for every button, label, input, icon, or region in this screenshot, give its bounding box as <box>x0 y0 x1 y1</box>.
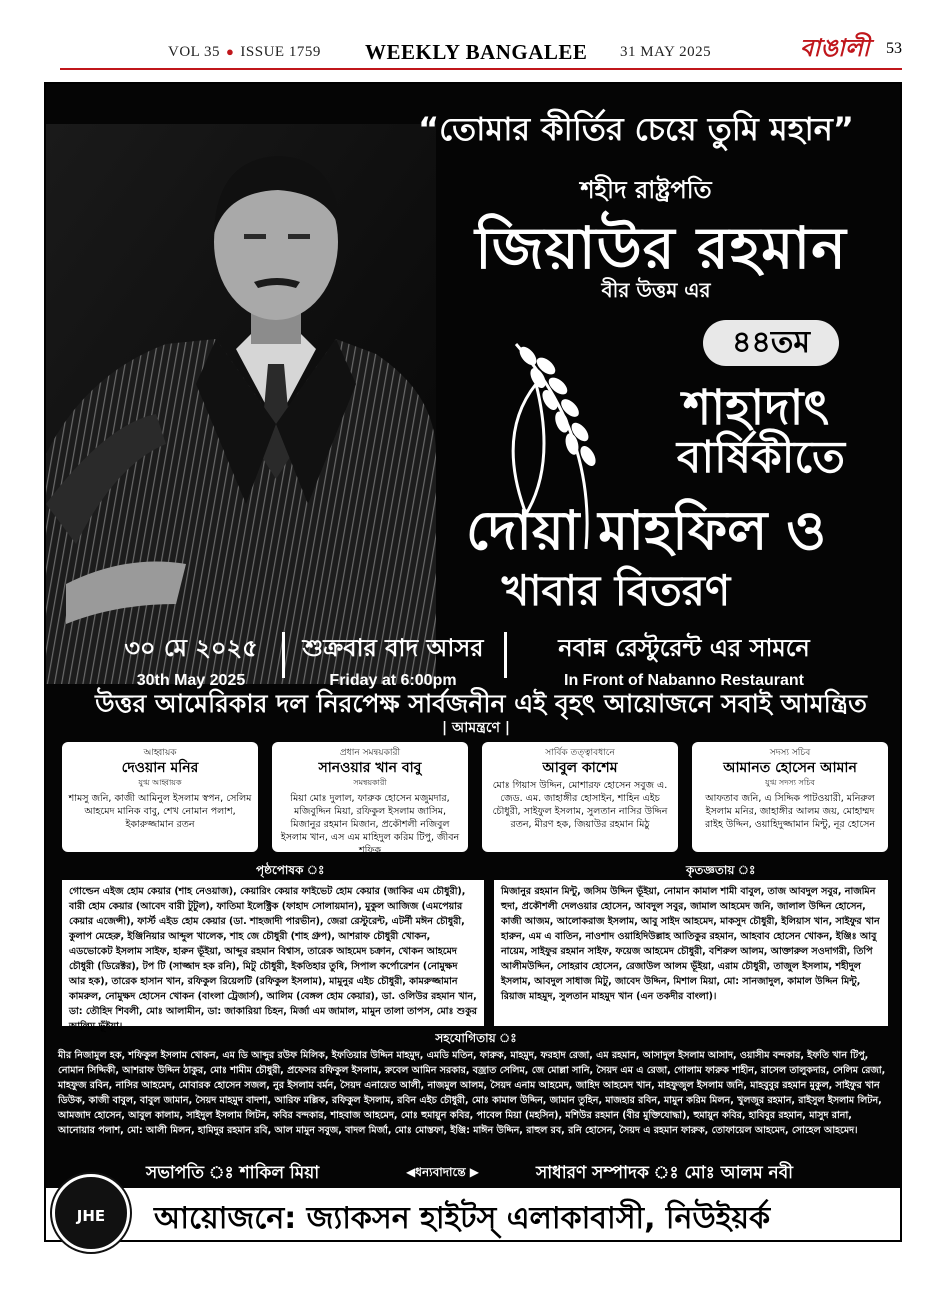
thanks-list: মিজানুর রহমান মিন্টু, জসিম উদ্দিন ভূঁইয়া, নোমান কামাল শামী বাবুল, তাজ আবদুল সবুর, নাজমিন হুদা, প্রকৌশলী দেলওয়ার হোসেন, আবদুল সবুর, জামাল আহমেদ জনি, জালাল উদ্দিন হোসেন, কাজী আজম, আলোকরাজ ইসলাম, আবু সাইদ আহমেদ, মাকসুদ চৌধুরী, ইলিয়াস খান, সাইফুর খান হারুন, এম এ বাতিন, নাওশাদ ওয়াহিদিউল্লাহ আতিকুর রহমান, আহবাব হোসেন খোকন, ইঞ্জিঃ আবু নায়েম, সাইফুর রহমান সাইফ, ফয়েজ আহমেদ চৌধুরী, বশিরুল আলম, আক্তারুল সওদাগরী, তিপি আলীমউদ্দিন, সোহরাব হোসেন, রেজাউল আলম ভূঁইয়া, এরাম চৌধুরী, তাজুল ইসলাম, শহীদুল ইসলাম, আবদুল সাধাজ মিটু, জাবেদ উদ্দিন, মিশাল মিয়া, মো: সানজাদুল, কামাল উদ্দিন মিন্টু, রিয়াজ মাহমুদ, সুলতান মাহমুদ খান (এন তকদীর বাংলা)। <box>494 880 888 1026</box>
event-venue <box>514 630 854 690</box>
card-members: আফতাব জনি, এ সিদ্দিক পাটওয়ারী, মনিরুল ইসলাম মনির, জাহাঙ্গীর আলম জয়, মোহাম্মদ রাইহ উদ্দিন, ওয়াহিদুজ্জামান মিন্টু, নূর হোসেন <box>704 793 876 830</box>
event-venue-bn: নবান্ন রেস্টুরেন্ট এর সামনে <box>558 634 810 662</box>
barshiki-heading: বার্ষিকীতে <box>676 432 846 483</box>
card-name: আবুল কাশেম <box>542 760 618 776</box>
card-subrole: যুগ্ম আহ্বায়ক <box>138 778 182 787</box>
advertisement-poster <box>44 82 902 1242</box>
sponsor-list: গোল্ডেন এইজ হোম কেয়ার (শাহ নেওয়াজ), কেয়ারিং কেয়ার ফাইভেট হোম কেয়ার (জাকির এম চৌধুরী), বারী হোম কেয়ার (আবেদ বারী টুটুল), ফাতিমা ইলেক্ট্রিক (ফাহাদ সোলায়মান), মুকুল আজিজ (এমপেয়ার কেয়ার এজেন্সী), ফার্স্ট এইড হোম কেয়ার (ডা. শাহজাদী পারভীন), জেরা রেস্টুরেন্ট, এটর্নী মঈন চৌধুরী, কুলাপ মেহেরু, ইঞ্জিনিয়ার আব্দুল খালেক, শাহ জে চৌধুরী (শাহ গ্রুপ), আশরাফ চৌধুরী খোকন, এডভোকেট ইসলাম সাইফ, হারুন ভূঁইয়া, আব্দুর রহমান বিশ্বাস, তারেক আহমেদ চক্রান, খোকন আহমেদ চৌধুরী (ডিরেক্টর), টপ টি (সাজ্জাদ হক রনি), মিটু চৌধুরী, ইকতিহার তুষি, সিপাল কর্পোরেশন (নোমুক্ষদ আর হক), তারেক হাসান খান, রফিকুল রিয়েলটি (রফিকুল ইসলাম), মামুনুর এইচ চৌধুরী, কামরুজ্জামান কামরুল, নোমুক্ষদ হোসেন খোকন (বাংলা ট্রেজার্স), আলিম (বেঙ্গল হোম কেয়ার), ডা. ওলিউর রহমান খান, ডা: তৌহিদ শিবলী, মোঃ আলামীন, ডা: জাকারিয়া চিহন, মির্জা এম জামাল, মামুন তালা তাপস, মোঃ শুকুর আলিম ভূঁইয়া। <box>62 880 484 1026</box>
anniversary-badge: ৪৪তম <box>703 320 839 366</box>
shahadat-heading: শাহাদাৎ <box>682 380 830 436</box>
seal-text: JHE <box>76 1207 106 1225</box>
event-venue-en: In Front of Nabanno Restaurant <box>564 672 804 689</box>
quote-headline: “তোমার কীর্তির চেয়ে তুমি মহান” <box>418 110 854 148</box>
card-role: আহ্বায়ক <box>143 748 177 758</box>
president-label: সভাপতি ঃ শাকিল মিয়া <box>146 1163 320 1183</box>
event-time-bn: শুক্রবার বাদ আসর <box>302 634 484 662</box>
organization-seal <box>52 1174 130 1252</box>
event-subtitle: খাবার বিতরণ <box>501 566 731 615</box>
honoree-name: জিয়াউর রহমান <box>475 214 847 282</box>
info-divider <box>504 632 507 678</box>
secretary-label: সাধারণ সম্পাদক ঃ মোঃ আলম নবী <box>536 1163 794 1183</box>
cooperation-heading: সহযোগিতায় ঃ <box>435 1031 517 1045</box>
organizer-card <box>62 742 258 852</box>
invitation-label: | আমন্ত্রণে | <box>442 720 510 736</box>
card-role: প্রধান সমন্বয়কারী <box>339 748 401 758</box>
card-members: মিয়া মোঃ দুলাল, ফারুক হোসেন মজুমদার, মজিবুদ্দিন মিয়া, রফিকুল ইসলাম জাসিম, মিজানুর রহমান মিজান, প্রকৌশলী নজিবুল ইসলাম খান, এস এম মাহিদুল করিম টিপু, জীবন শফিক <box>280 793 460 856</box>
card-subrole: যুগ্ম সদস্য সচিব <box>765 778 815 787</box>
page-number: 53 <box>886 40 902 57</box>
card-name: আমানত হোসেন আমান <box>723 760 857 776</box>
card-role: সদস্য সচিব <box>769 748 811 758</box>
invitation-line: উত্তর আমেরিকার দল নিরপেক্ষ সার্বজনীন এই বৃহৎ আয়োজনে সবাই আমন্ত্রিত <box>95 689 867 718</box>
masthead-rule <box>60 68 902 70</box>
newspaper-logo: বাঙালী <box>800 34 870 62</box>
event-time-en: Friday at 6:00pm <box>329 672 457 689</box>
organizer-cards <box>62 742 888 856</box>
organizer-card <box>272 742 468 856</box>
title-subheading: শহীদ রাষ্ট্রপতি <box>580 176 712 204</box>
sponsor-heading: পৃষ্ঠপোষক ঃ <box>256 863 325 877</box>
organizer-card <box>482 742 678 852</box>
event-date <box>106 630 276 690</box>
organizer-band <box>46 1188 900 1240</box>
card-name: সানওয়ার খান বাবু <box>318 760 422 776</box>
event-date-bn: ৩০ মে ২০২৫ <box>124 634 258 662</box>
organizer-card <box>692 742 888 852</box>
cooperation-list: মীর নিজামুল হক, শফিকুল ইসলাম খোকন, এম ডি আব্দুর রউফ মিলিক, ইফতিয়ার উদ্দিন মাহমুদ, এমডি মতিন, ফারুক, মাহমুদ, ফরহাদ রেজা, এম রহমান, আসাদুল ইসলাম আসাদ, ওয়াসীম বন্দকার, ইফতি খান টিপু, নোমান সিদ্দিকী, আশরাফ উদ্দিন ঠাকুর, মোঃ শামীম চৌধুরী, প্রফেসর রফিকুল ইসলাম, রুবেল আমিন সরকার, বজ্রাত সেলিম, জে মোল্লা সানি, সৈয়দ এম এ রেজা, গোলাম ফারুক শাহীন, রাসেল তালুকদার, সেলিম রেজা, মাহফুজ রবিন, নাসির আহমেদ, মোবারক হোসেন সজল, নুর ইসলাম বর্মন, সৈয়দ এনায়েত আলী, নাজমুল আলম, সৈয়দ এনাম আহমেদ, জাহিদ আহমেদ খান, মাহফুজুল ইসলাম জনি, মাহবুবুর রহমান মুকুল, সাইফুর খান ডিউক, কাজী বাবুল, বাবুল জামান, সৈয়দ মাহমুদ বাদশা, আরিফ মল্লিক, রফিকুল ইসলাম, রবিন এইচ চৌধুরী, মোঃ কামাল উদ্দিন, জামান তুহিন, মাজহার রবিন, মামুন করিম মিলন, খুলজুর রহমান, রাইসুল ইসলাম লিটন, আমজাদ হোসেন, আবুল কালাম, সাইদুল ইসলাম লিটন, কবির বন্দকার, শাহবাজ আহমেদ, মোঃ হুমায়ুন কবির, পাবেল মিয়া (মহসিন), মশিউর রহমান (বীর মুক্তিযোদ্ধা), হুমায়ুন কবির, হাবিবুর রহমান, মাসুদ রানা, আনোয়ার পলাশ, মো: আলী মিলন, হামিদুর রহমান রবি, আল মামুন সবুজ, বাদল মির্জা, মোঃ মোস্তফা, ইঞ্জি: মাঈন উদ্দিন, রাহুল রব, রনি হোসেন, সৈয়দ এ রহমান ফারুক, তোফায়েল আহমেদ, সোহেল আহমেদ। <box>46 1046 900 1154</box>
newspaper-title: WEEKLY BANGALEE <box>365 40 588 64</box>
portrait-photo <box>46 124 436 684</box>
thanks-label: ◀ধন্যবাদান্তে ▶ <box>406 1165 480 1179</box>
event-date-en: 30th May 2025 <box>136 672 246 689</box>
honoree-title: বীর উত্তম এর <box>601 278 711 302</box>
info-divider <box>282 632 285 678</box>
organizer-text: আয়োজনে: জ্যাকসন হাইটস্‌ এলাকাবাসী, নিউইয়র্ক <box>154 1201 771 1236</box>
bullet-icon: ● <box>226 44 235 59</box>
thanks-heading: কৃতজ্ঞতায় ঃ <box>686 863 756 877</box>
card-members: মোঃ গিয়াস উদ্দিন, মোশারফ হোসেন সবুজ এ. জেড. এম. জাহাঙ্গীর হোসাইন, শাহিন এইচ চৌধুরী, সাইফুল ইসলাম, সুলতান নাসির উদ্দিন রতন, মীরণ হক, জিয়াউর রহমান মিঠু <box>492 780 668 830</box>
event-time <box>290 630 496 690</box>
card-role: সার্বিক তত্ত্বাবধানে <box>545 748 615 758</box>
issue-date: 31 MAY 2025 <box>620 44 712 60</box>
event-title: দোয়া মাহফিল ও <box>466 499 826 562</box>
card-subrole: সমন্বয়কারী <box>353 778 387 787</box>
card-name: দেওয়ান মনির <box>121 760 199 776</box>
volume-issue: VOL 35 ● ISSUE 1759 <box>168 44 321 60</box>
card-members: শামসু জনি, কাজী আমিনুল ইসলাম স্বপন, সেলিম আহমেদ মানিক বাবু, শেখ নোমান পলাশ, ইকারুজ্জামান রতন <box>68 793 252 830</box>
masthead <box>0 0 945 72</box>
